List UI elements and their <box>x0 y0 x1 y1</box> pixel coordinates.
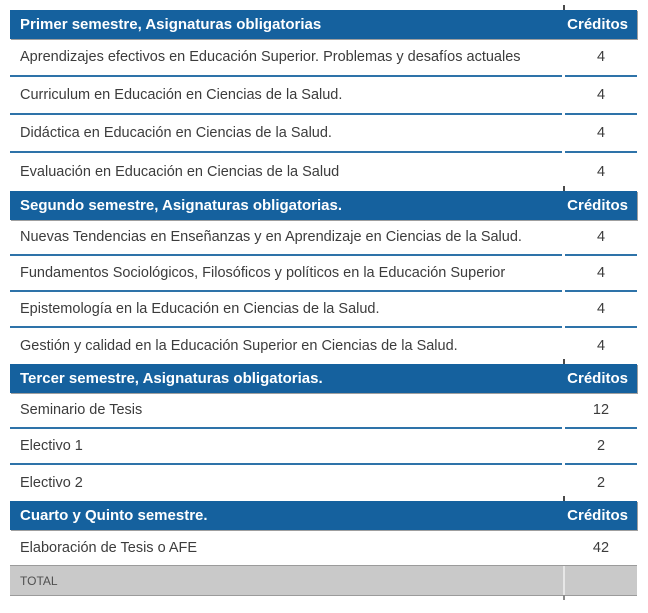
section-title: Segundo semestre, Asignaturas obligatorias. <box>20 197 343 214</box>
credits-column-header: Créditos <box>567 370 628 387</box>
course-name: Nuevas Tendencias en Enseñanzas y en Aprendizaje en Ciencias de la Salud. <box>10 220 562 256</box>
course-row <box>10 220 637 256</box>
course-row <box>10 39 637 77</box>
course-name: Fundamentos Sociológicos, Filosóficos y políticos en la Educación Superior <box>10 256 562 292</box>
course-credits: 12 <box>565 393 637 429</box>
course-name: Epistemología en la Educación en Ciencias de la Salud. <box>10 292 562 328</box>
course-name: Electivo 2 <box>20 475 83 491</box>
section-header <box>10 10 637 39</box>
column-divider-tick <box>563 5 565 10</box>
column-divider-tick <box>563 359 565 364</box>
section-tercer-semestre <box>10 364 637 501</box>
course-name: Seminario de Tesis <box>10 393 562 429</box>
section-header <box>10 501 637 530</box>
course-name: Didáctica en Educación en Ciencias de la Salud. <box>10 115 562 153</box>
section-title: Primer semestre, Asignaturas obligatorias <box>20 16 322 33</box>
course-credits: 4 <box>565 39 637 77</box>
course-row <box>10 530 637 565</box>
course-credits: 4 <box>565 115 637 153</box>
total-row <box>10 565 637 596</box>
course-credits: 4 <box>565 292 637 328</box>
credits-column-header: Créditos <box>567 197 628 214</box>
course-credits: 4 <box>565 220 637 256</box>
course-row <box>10 153 637 191</box>
column-divider-tick <box>563 595 565 600</box>
section-header <box>10 364 637 393</box>
section-segundo-semestre <box>10 191 637 364</box>
course-name: Evaluación en Educación en Ciencias de la Salud <box>20 164 340 180</box>
credits-column-header: Créditos <box>567 507 628 524</box>
course-credits: 4 <box>596 164 606 180</box>
section-title: Cuarto y Quinto semestre. <box>20 507 208 524</box>
course-credits: 2 <box>565 429 637 465</box>
section-cuarto-quinto-semestre <box>10 501 637 565</box>
column-divider <box>563 566 565 595</box>
course-name: Gestión y calidad en la Educación Superior en Ciencias de la Salud. <box>20 338 458 354</box>
section-header <box>10 191 637 220</box>
course-credits: 4 <box>565 256 637 292</box>
course-row <box>10 393 637 429</box>
column-divider-tick <box>563 496 565 501</box>
section-primer-semestre <box>10 10 637 191</box>
curriculum-table <box>10 10 637 596</box>
course-name: Curriculum en Educación en Ciencias de la Salud. <box>10 77 562 115</box>
course-credits: 2 <box>596 475 606 491</box>
course-row <box>10 115 637 153</box>
course-row <box>10 292 637 328</box>
course-row <box>10 429 637 465</box>
total-label: TOTAL <box>20 573 58 588</box>
course-name: Electivo 1 <box>10 429 562 465</box>
course-row <box>10 256 637 292</box>
course-row <box>10 465 637 501</box>
credits-column-header: Créditos <box>567 16 628 33</box>
section-title: Tercer semestre, Asignaturas obligatorias. <box>20 370 323 387</box>
course-name: Aprendizajes efectivos en Educación Superior. Problemas y desafíos actuales <box>10 39 562 77</box>
course-name: Elaboración de Tesis o AFE <box>20 539 198 556</box>
course-credits: 4 <box>596 338 606 354</box>
course-row <box>10 328 637 364</box>
column-divider-tick <box>563 186 565 191</box>
course-row <box>10 77 637 115</box>
course-credits: 4 <box>565 77 637 115</box>
course-credits: 42 <box>592 539 610 556</box>
